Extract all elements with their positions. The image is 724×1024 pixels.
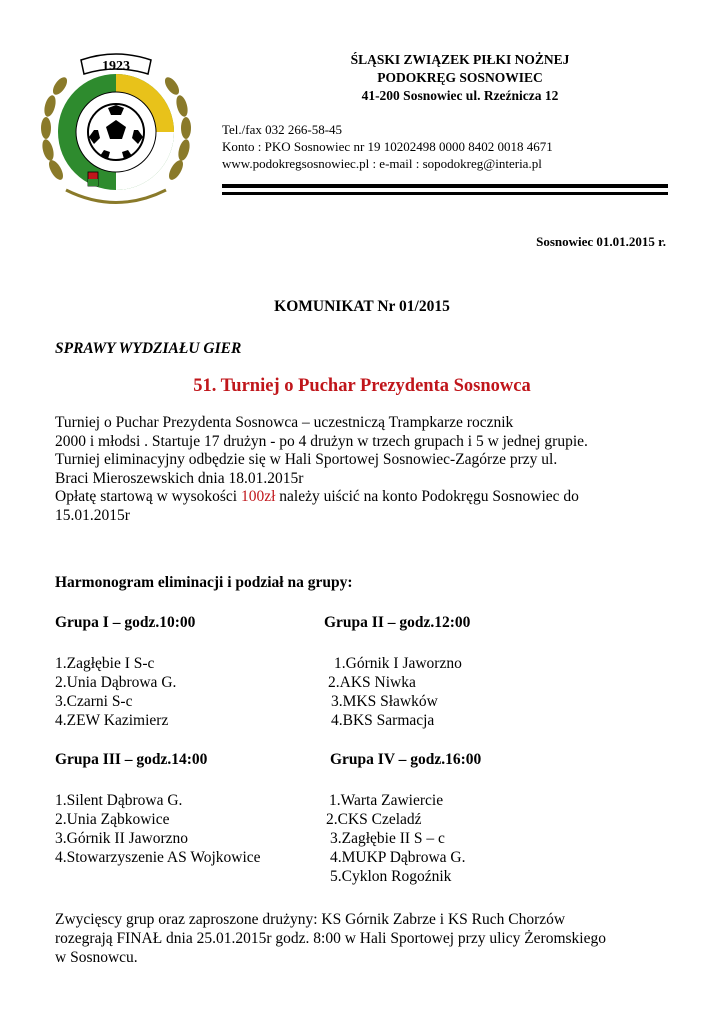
- group-3-teams: [55, 791, 261, 867]
- tournament-description: [55, 414, 675, 525]
- team-item: 3.MKS Sławków: [331, 693, 438, 710]
- team-item: 4.BKS Sarmacja: [331, 712, 435, 729]
- description-line: Turniej o Puchar Prezydenta Sosnowca – uczestniczą Trampkarze rocznik: [55, 414, 514, 431]
- logo-year: 1923: [102, 59, 130, 74]
- header-divider-secondary: [222, 192, 668, 195]
- final-announcement: [55, 910, 695, 967]
- contact-account: Konto : PKO Sosnowiec nr 19 10202498 0000 8402 0018 4671: [222, 139, 553, 154]
- contact-web-email: www.podokregsosnowiec.pl : e-mail : sopodokreg@interia.pl: [222, 156, 542, 171]
- team-item: 5.Cyklon Rogoźnik: [330, 868, 452, 885]
- team-item: 3.Czarni S-c: [55, 693, 133, 710]
- team-item: 4.MUKP Dąbrowa G.: [330, 849, 466, 866]
- group-3-title: Grupa III – godz.14:00: [55, 751, 208, 768]
- komunikat-heading: KOMUNIKAT Nr 01/2015: [274, 298, 450, 315]
- document-date: Sosnowiec 01.01.2015 r.: [536, 234, 666, 249]
- team-item: 3.Górnik II Jaworzno: [55, 830, 189, 847]
- group-2-title: Grupa II – godz.12:00: [324, 614, 471, 631]
- schedule-heading: Harmonogram eliminacji i podział na grupy:: [55, 574, 353, 591]
- team-item: 1.Górnik I Jaworzno: [334, 655, 462, 672]
- team-item: 3.Zagłębie II S – c: [330, 830, 445, 847]
- org-name: ŚLĄSKI ZWIĄZEK PIŁKI NOŻNEJ: [350, 52, 570, 67]
- description-line: 15.01.2015r: [55, 506, 130, 524]
- group-4-title: Grupa IV – godz.16:00: [330, 751, 482, 768]
- org-address: 41-200 Sosnowiec ul. Rzeźnicza 12: [361, 88, 559, 103]
- team-item: 4.Stowarzyszenie AS Wojkowice: [55, 849, 261, 866]
- team-item: 2.AKS Niwka: [328, 674, 416, 691]
- org-subdivision: PODOKRĘG SOSNOWIEC: [377, 70, 543, 85]
- final-line: w Sosnowcu.: [55, 949, 138, 966]
- header-divider: [222, 184, 668, 188]
- description-line: Turniej eliminacyjny odbędzie się w Hali Sportowej Sosnowiec-Zagórze przy ul.: [55, 451, 558, 468]
- fee-amount: 100zł: [240, 488, 276, 505]
- football-icon: [88, 104, 144, 160]
- group-4-teams: [326, 791, 465, 886]
- description-line: 2000 i młodsi . Startuje 17 drużyn - po 4 drużyn w trzech grupach i 5 w jednej grupie.: [55, 432, 588, 450]
- contact-phone: Tel./fax 032 266-58-45: [222, 122, 343, 137]
- group-1-teams: [55, 654, 176, 730]
- description-line: Braci Mieroszewskich dnia 18.01.2015r: [55, 469, 304, 487]
- fee-text-after: należy uiścić na konto Podokręgu Sosnowiec do: [275, 488, 579, 505]
- group-2-teams: [328, 654, 462, 730]
- team-item: 2.Unia Dąbrowa G.: [55, 674, 177, 691]
- final-line: Zwycięscy grup oraz zaproszone drużyny: KS Górnik Zabrze i KS Ruch Chorzów: [55, 911, 566, 928]
- tournament-title: 51. Turniej o Puchar Prezydenta Sosnowca: [193, 376, 531, 396]
- section-heading: SPRAWY WYDZIAŁU GIER: [55, 340, 242, 357]
- team-item: 1.Silent Dąbrowa G.: [55, 792, 183, 809]
- fee-text-before: Opłatę startową w wysokości: [55, 488, 241, 505]
- podokreg-logo: [26, 40, 206, 220]
- team-item: 2.Unia Ząbkowice: [55, 811, 170, 828]
- group-1-title: Grupa I – godz.10:00: [55, 614, 196, 631]
- team-item: 2.CKS Czeladź: [326, 811, 422, 828]
- fee-line: [55, 488, 675, 507]
- team-item: 1.Zagłębie I S-c: [55, 655, 155, 672]
- final-line: rozegrają FINAŁ dnia 25.01.2015r godz. 8:00 w Hali Sportowej przy ulicy Żeromskiego: [55, 930, 606, 947]
- team-item: 4.ZEW Kazimierz: [55, 712, 169, 729]
- team-item: 1.Warta Zawiercie: [329, 792, 444, 809]
